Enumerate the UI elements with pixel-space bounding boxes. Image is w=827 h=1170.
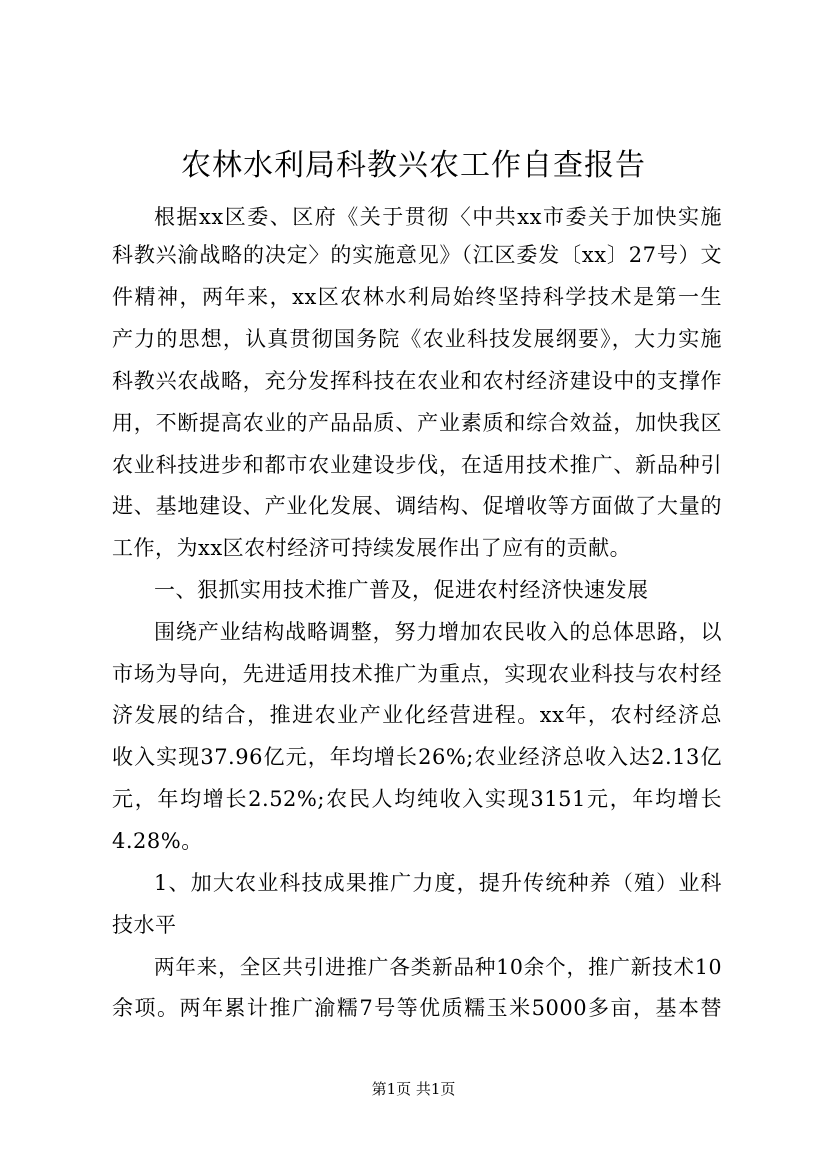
paragraph-line: 科教兴农战略，充分发挥科技在农业和农村经济建设中的支撑作 <box>112 369 722 393</box>
paragraph-line: 科教兴渝战略的决定〉的实施意见》（江区委发〔xx〕27号）文 <box>112 243 722 267</box>
paragraph-line: 工作，为xx区农村经济可持续发展作出了应有的贡献。 <box>112 536 632 560</box>
paragraph-line: 用，不断提高农业的产品品质、产业素质和综合效益，加快我区 <box>112 411 722 435</box>
paragraph-line: 市场为导向，先进适用技术推广为重点，实现农业科技与农村经 <box>112 662 722 686</box>
section-heading: 一、狠抓实用技术推广普及，促进农村经济快速发展 <box>154 578 649 602</box>
document-title: 农林水利局科教兴农工作自查报告 <box>181 148 646 183</box>
page-footer: 第1页 共1页 <box>371 1080 456 1098</box>
paragraph-line: 元，年均增长2.52%;农民人均纯收入实现3151元，年均增长 <box>112 787 722 811</box>
subsection-heading: 1、加大农业科技成果推广力度，提升传统种养（殖）业科 <box>154 871 722 895</box>
paragraph-line: 围绕产业结构战略调整，努力增加农民收入的总体思路，以 <box>154 620 722 644</box>
paragraph-line: 收入实现37.96亿元，年均增长26%;农业经济总收入达2.13亿 <box>112 745 722 769</box>
paragraph-line: 两年来，全区共引进推广各类新品种10余个，推广新技术10 <box>154 955 722 979</box>
subsection-heading: 技水平 <box>112 913 177 937</box>
paragraph-line: 进、基地建设、产业化发展、调结构、促增收等方面做了大量的 <box>112 494 722 518</box>
paragraph-line: 余项。两年累计推广渝糯7号等优质糯玉米5000多亩，基本替 <box>112 996 722 1020</box>
paragraph-line: 4.28%。 <box>112 829 203 853</box>
paragraph-line: 根据xx区委、区府《关于贯彻〈中共xx市委关于加快实施 <box>154 205 722 229</box>
paragraph-line: 件精神，两年来，xx区农林水利局始终坚持科学技术是第一生 <box>112 285 722 309</box>
paragraph-line: 济发展的结合，推进农业产业化经营进程。xx年，农村经济总 <box>112 703 722 727</box>
paragraph-line: 农业科技进步和都市农业建设步伐，在适用技术推广、新品种引 <box>112 453 722 477</box>
paragraph-line: 产力的思想，认真贯彻国务院《农业科技发展纲要》，大力实施 <box>112 327 722 351</box>
